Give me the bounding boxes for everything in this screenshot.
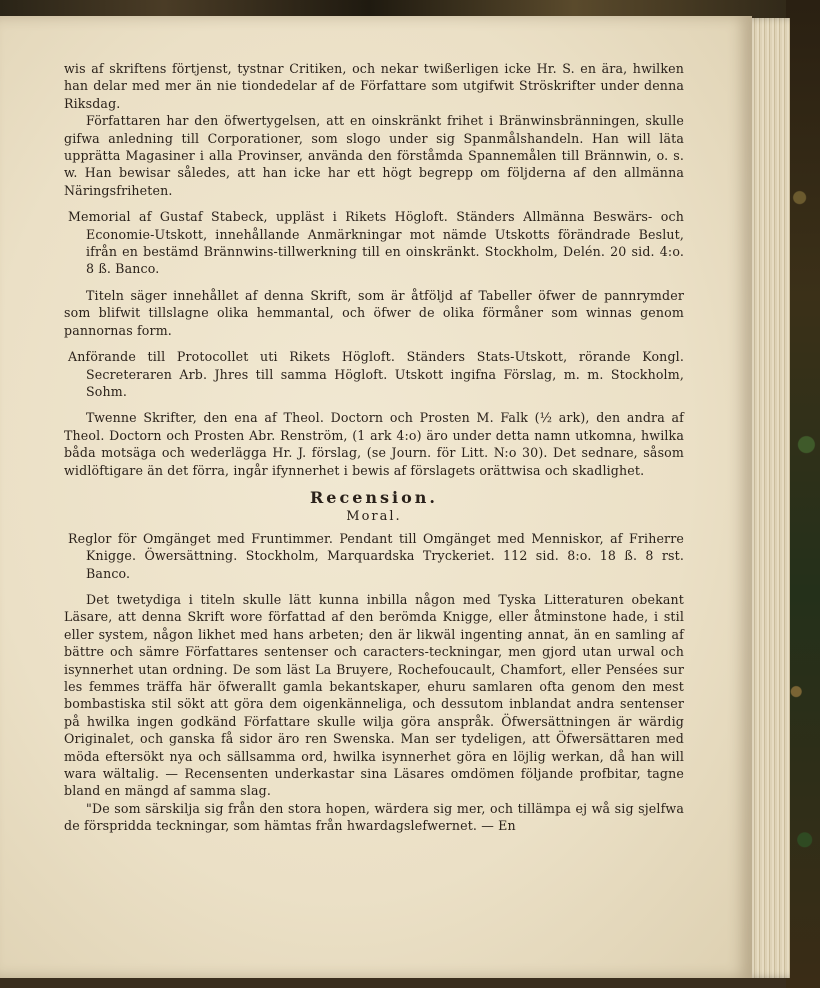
bibliography-entry: Anförande till Protocollet uti Rikets Högloft. Ständers Stats-Utskott, rörande Kongl. Secreteraren Arb. Jhres till samma Högloft. Utskott ingifna Förslag, m. m. Stockholm, Sohm. (68, 349, 684, 399)
book-page (0, 16, 752, 978)
bibliography-entry: Memorial af Gustaf Stabeck, uppläst i Rikets Högloft. Ständers Allmänna Beswärs- och Economie-Utskott, innehållande Anmärkningar mot nämde Utskotts förändrade Beslut, ifrån en bestämd Brännwins-tillwerkning till en oinskränkt. Stockholm, Delén. 20 sid. 4:o. 8 ß. Banco. (68, 209, 684, 277)
section-subtitle: Moral. (346, 509, 402, 525)
paragraph: wis af skriftens förtjenst, tystnar Critiken, och nekar twißerligen icke Hr. S. en ära, hwilken han delar med mer än nie tiondedelar af de Författare som utgifwit Ströskrifter under denna Riksdag. (64, 61, 684, 111)
section-title: Recension. (310, 487, 438, 507)
paragraph: Författaren har den öfwertygelsen, att en oinskränkt frihet i Bränwinsbränningen, skulle gifwa anledning till Corporationer, som slogo under sig Spanmålshandeln. Han will läta upprätta Magasiner i alla Provinser, använda den förståmda Spannemålen till Brännwin, o. s. w. Han bewisar således, att han icke har ett högt begrepp om följderna af den allmänna Näringsfriheten. (64, 113, 684, 198)
paragraph: Titeln säger innehållet af denna Skrift, som är åtföljd af Tabeller öfwer de pannrymder som blifwit tillslagne olika hemmantal, och öfwer de olika förmåner som winnas genom pannornas form. (64, 287, 684, 338)
paragraph: Det twetydiga i titeln skulle lätt kunna inbilla någon med Tyska Litteraturen obekant Läsare, att denna Skrift wore författad af den berömda Knigge, eller åtminstone hade, i stil eller system, någon likhet med hans arbeten; den är likwäl ingenting annat, än en samling af bättre och sämre Författares sentenser och caracters-teckningar, men gjord utan urwal och isynnerhet utan ordning. De som läst La Bruyere, Rochefoucault, Chamfort, eller Pensées sur les femmes träffa här öfwerallt gamla bekantskaper, ehuru samlaren ofta genom den mest bombastiska stil sökt att göra dem oigenkänneliga, och dessutom inblandat andra sentenser på hwilka ingen godkänd Författare skulle wilja göra anspråk. Öfwersättningen är wärdig Originalet, och ganska få sidor äro ren Swenska. Man ser tydeligen, att Öfwersättaren med möda eftersökt nya och sällsamma ord, hwilka isynnerhet göra en löjlig werkan, då han will wara wältalig. — Recensenten underkastar sina Läsares omdömen följande profbitar, tagne bland en mängd af samma slag. (64, 591, 684, 799)
paragraph: Twenne Skrifter, den ena af Theol. Doctorn och Prosten M. Falk (½ ark), den andra af Theol. Doctorn och Prosten Abr. Renström, (1 ark 4:o) äro under detta namn utkomna, hwilka båda motsäga och wederlägga Hr. J. förslag, (se Journ. för Litt. N:o 30). Det sednare, såsom widlöftigare än det förra, ingår ifynnerhet i bewis af förslagets orättwisa och skadlighet. (64, 410, 684, 478)
paragraph: "De som särskilja sig från den stora hopen, wärdera sig mer, och tillämpa ej wå sig sjelfwa de förspridda teckningar, som hämtas från hwardagslefwernet. — En (64, 800, 684, 834)
book-cover-edge (786, 0, 820, 988)
page-text (64, 60, 684, 835)
review-entry: Reglor för Omgänget med Fruntimmer. Pendant till Omgänget med Menniskor, af Friherre Knigge. Öwersättning. Stockholm, Marquardska Tryckeriet. 112 sid. 8:o. 18 ß. 8 rst. Banco. (68, 530, 684, 581)
